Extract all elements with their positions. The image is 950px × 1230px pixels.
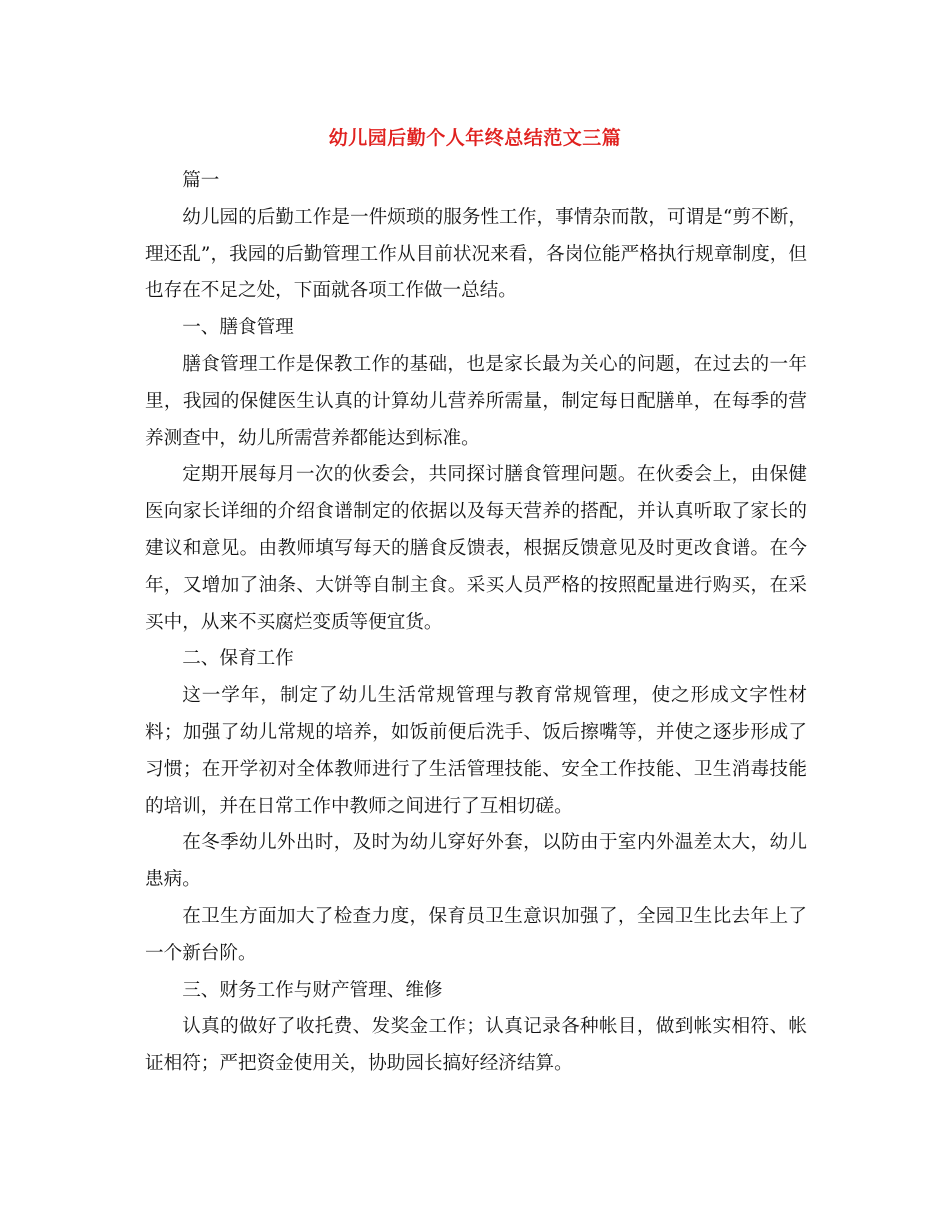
document-title: 幼儿园后勤个人年终总结范文三篇 bbox=[328, 127, 622, 149]
paragraph-care-3: 在卫生方面加大了检查力度，保育员卫生意识加强了，全园卫生比去年上了一个新台阶。 bbox=[145, 905, 807, 964]
section-heading-part-one: 篇一 bbox=[182, 170, 220, 191]
section-heading-care: 二、保育工作 bbox=[182, 648, 294, 670]
document-body bbox=[145, 163, 807, 1083]
paragraph-care-1: 这一学年，制定了幼儿生活常规管理与教育常规管理，使之形成文字性材料；加强了幼儿常规的培养，如饭前便后洗手、饭后擦嘴等，并使之逐步形成了习惯；在开学初对全体教师进行了生活管理技能、安全工作技能、卫生消毒技能的培训，并在日常工作中教师之间进行了互相切磋。 bbox=[145, 685, 807, 817]
paragraph-care-2: 在冬季幼儿外出时，及时为幼儿穿好外套，以防由于室内外温差太大，幼儿患病。 bbox=[145, 832, 807, 891]
section-heading-finance: 三、财务工作与财产管理、维修 bbox=[182, 979, 443, 1001]
paragraph-food-1: 膳食管理工作是保教工作的基础，也是家长最为关心的问题，在过去的一年里，我园的保健医生认真的计算幼儿营养所需量，制定每日配膳单，在每季的营养测查中，幼儿所需营养都能达到标准。 bbox=[145, 353, 807, 449]
paragraph-finance-1: 认真的做好了收托费、发奖金工作；认真记录各种帐目，做到帐实相符、帐证相符；严把资金使用关，协助园长搞好经济结算。 bbox=[145, 1016, 807, 1075]
paragraph-intro: 幼儿园的后勤工作是一件烦琐的服务性工作，事情杂而散，可谓是“剪不断，理还乱”，我园的后勤管理工作从目前状况来看，各岗位能严格执行规章制度，但也存在不足之处，下面就各项工作做一总结。 bbox=[145, 206, 807, 302]
section-heading-food: 一、膳食管理 bbox=[182, 317, 294, 339]
paragraph-food-2: 定期开展每月一次的伙委会，共同探讨膳食管理问题。在伙委会上，由保健医向家长详细的介绍食谱制定的依据以及每天营养的搭配，并认真听取了家长的建议和意见。由教师填写每天的膳食反馈表，根据反馈意见及时更改食谱。在今年，又增加了油条、大饼等自制主食。采买人员严格的按照配量进行购买，在采买中，从来不买腐烂变质等便宜货。 bbox=[145, 464, 807, 633]
